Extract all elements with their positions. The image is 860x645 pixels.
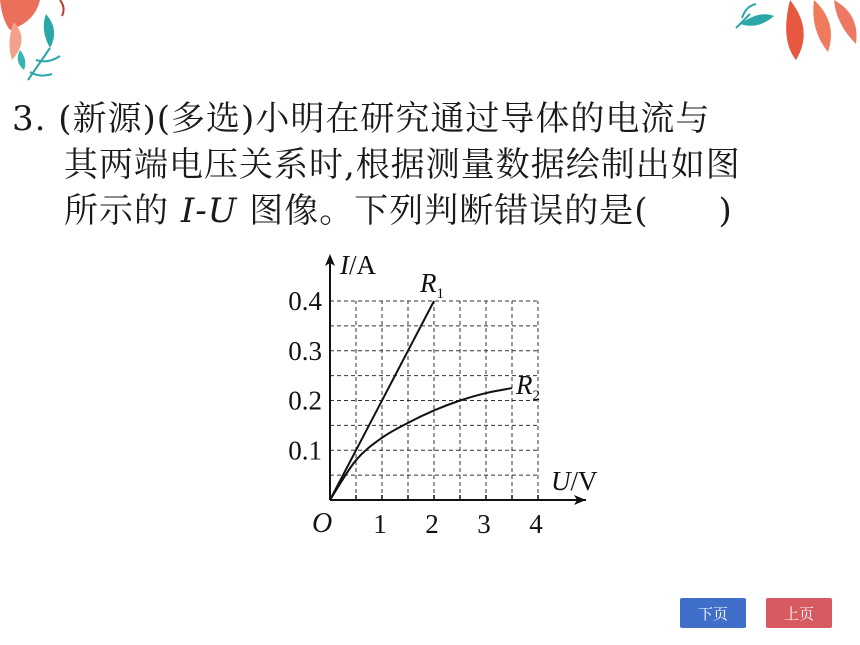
chart-axes: [325, 254, 586, 505]
series-label-r2: $R_2$: [516, 370, 540, 404]
next-page-button[interactable]: 下页: [680, 598, 746, 628]
question-number: 3.: [12, 99, 47, 139]
prev-page-button[interactable]: 上页: [766, 598, 832, 628]
x-tick-label: 1: [373, 509, 387, 539]
question-tags: (新源)(多选): [58, 99, 256, 139]
y-tick-label: 0.3: [288, 335, 322, 366]
x-tick-label: 2: [425, 509, 439, 539]
y-axis-label: I/A: [340, 250, 376, 280]
question-line-3-c: 图像。下列判断错误的是(: [237, 191, 649, 231]
series-label-r1: $R_1$: [420, 268, 444, 302]
question-line-3-d: ): [718, 191, 733, 231]
x-tick-label: 4: [529, 509, 543, 539]
question-line-3-a: 所示的: [64, 191, 181, 231]
x-axis-label: U/V: [551, 466, 598, 496]
origin-label: O: [312, 508, 333, 539]
question-line-1-text: 小明在研究通过导体的电流与: [255, 99, 711, 139]
chart-grid: [330, 301, 538, 500]
y-tick-label: 0.1: [288, 435, 322, 466]
question-iu-term: I-U: [180, 191, 238, 231]
question-line-2: 其两端电压关系时,根据测量数据绘制出如图: [64, 145, 741, 185]
y-tick-label: 0.4: [288, 286, 322, 316]
y-tick-label: 0.2: [288, 385, 322, 416]
x-tick-label: 3: [477, 509, 491, 539]
series-line-r2: [330, 388, 512, 500]
chart-labels: [288, 250, 598, 539]
